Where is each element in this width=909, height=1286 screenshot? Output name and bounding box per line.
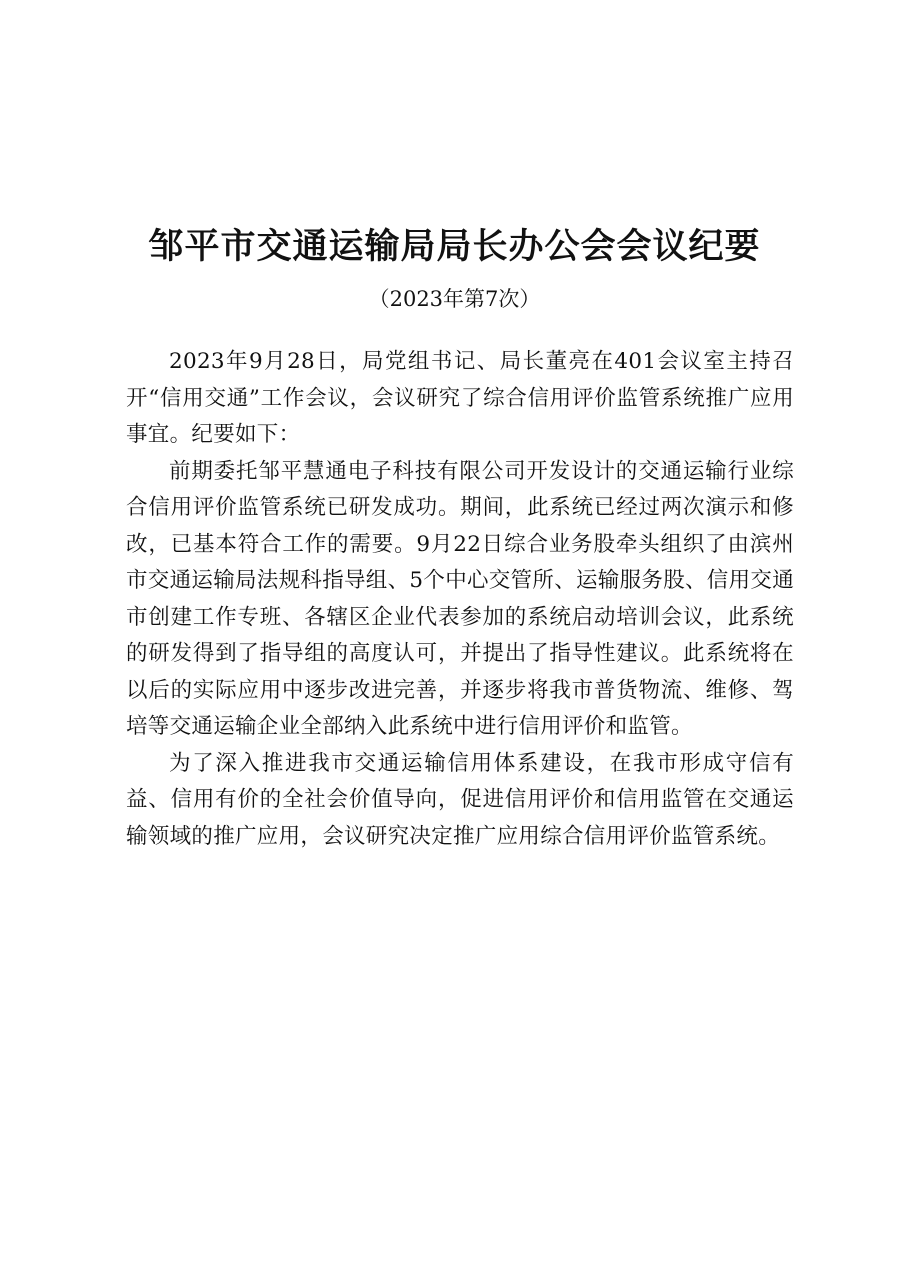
paragraph-meeting-intro: 2023年9月28日，局党组书记、局长董亮在401会议室主持召开“信用交通”工作会议，会议研究了综合信用评价监管系统推广应用事宜。纪要如下： bbox=[126, 349, 794, 447]
paragraph-decision: 为了深入推进我市交通运输信用体系建设，在我市形成守信有益、信用有价的全社会价值导向，促进信用评价和信用监管在交通运输领域的推广应用，会议研究决定推广应用综合信用评价监管系统。 bbox=[126, 750, 794, 849]
document-subtitle: （2023年第7次） bbox=[368, 287, 541, 311]
document-title: 邹平市交通运输局局长办公会会议纪要 bbox=[148, 226, 761, 267]
paragraph-system-development: 前期委托邹平慧通电子科技有限公司开发设计的交通运输行业综合信用评价监管系统已研发成功。期间，此系统已经过两次演示和修改，已基本符合工作的需要。9月22日综合业务股牵头组织了由滨州市交通运输局法规科指导组、5个中心交管所、运输服务股、信用交通市创建工作专班、各辖区企业代表参加的系统启动培训会议，此系统的研发得到了指导组的高度认可，并提出了指导性建议。此系统将在以后的实际应用中逐步改进完善，并逐步将我市普货物流、维修、驾培等交通运输企业全部纳入此系统中进行信用评价和监管。 bbox=[126, 458, 794, 739]
document-body bbox=[126, 344, 794, 855]
